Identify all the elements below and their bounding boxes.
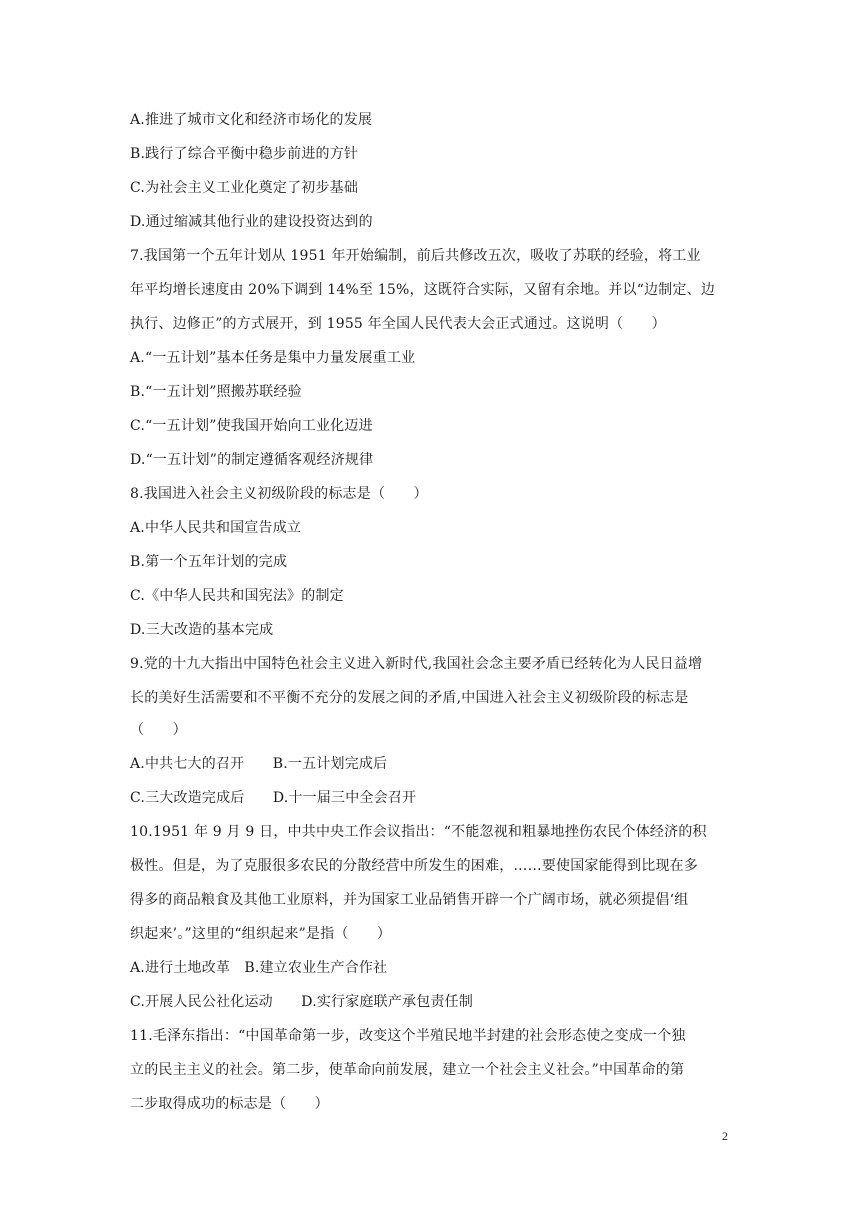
text-line: D.通过缩减其他行业的建设投资达到的 bbox=[130, 214, 373, 230]
text-line: 立的民主主义的社会。第二步，使革命向前发展，建立一个社会主义社会。”中国革命的第 bbox=[130, 1062, 685, 1078]
text-line: C.三大改造完成后 D.十一届三中全会召开 bbox=[130, 790, 417, 806]
text-line: 年平均增长速度由 20%下调到 14%至 15%，这既符合实际，又留有余地。并以“边制定、边 bbox=[130, 282, 716, 298]
text-line: D.“一五计划”的制定遵循客观经济规律 bbox=[130, 452, 374, 468]
text-line: 极性。但是，为了克服很多农民的分散经营中所发生的困难，……要使国家能得到比现在多 bbox=[130, 858, 698, 874]
text-line: 9.党的十九大指出中国特色社会主义进入新时代,我国社会念主要矛盾已经转化为人民日益增 bbox=[130, 656, 703, 672]
text-line: 11.毛泽东指出：“中国革命第一步，改变这个半殖民地半封建的社会形态使之变成一个独 bbox=[130, 1028, 686, 1044]
text-line: C.“一五计划”使我国开始向工业化迈进 bbox=[130, 418, 373, 434]
text-line: A.进行土地改革 B.建立农业生产合作社 bbox=[130, 960, 388, 976]
text-line: 8.我国进入社会主义初级阶段的标志是（ ） bbox=[130, 486, 428, 502]
text-line: 10.1951 年 9 月 9 日，中共中央工作会议指出：“不能忽视和粗暴地挫伤农民个体经济的积 bbox=[130, 824, 707, 840]
text-line: A.中华人民共和国宣告成立 bbox=[130, 520, 302, 536]
text-line: B.“一五计划”照搬苏联经验 bbox=[130, 384, 302, 400]
text-line: A.推进了城市文化和经济市场化的发展 bbox=[130, 112, 373, 128]
text-line: 长的美好生活需要和不平衡不充分的发展之间的矛盾,中国进入社会主义初级阶段的标志是 bbox=[130, 690, 689, 706]
text-line: C.开展人民公社化运动 D.实行家庭联产承包责任制 bbox=[130, 994, 474, 1010]
text-line: 织起来’。”这里的“组织起来”是指（ ） bbox=[130, 926, 392, 942]
text-line: 得多的商品粮食及其他工业原料，并为国家工业品销售开辟一个广阔市场，就必须提倡‘组 bbox=[130, 892, 689, 908]
text-line: C.《中华人民共和国宪法》的制定 bbox=[130, 588, 344, 604]
text-line: 二步取得成功的标志是（ ） bbox=[130, 1096, 329, 1112]
text-line: B.第一个五年计划的完成 bbox=[130, 554, 288, 570]
page-number: 2 bbox=[722, 1129, 728, 1143]
text-line: A.“一五计划”基本任务是集中力量发展重工业 bbox=[130, 350, 416, 366]
text-line: （ ） bbox=[130, 722, 187, 738]
text-line: D.三大改造的基本完成 bbox=[130, 622, 274, 638]
text-line: C.为社会主义工业化奠定了初步基础 bbox=[130, 180, 359, 196]
text-line: 7.我国第一个五年计划从 1951 年开始编制，前后共修改五次，吸收了苏联的经验，将工业 bbox=[130, 248, 701, 264]
text-line: A.中共七大的召开 B.一五计划完成后 bbox=[130, 756, 388, 772]
text-line: B.践行了综合平衡中稳步前进的方针 bbox=[130, 146, 359, 162]
text-line: 执行、边修正”的方式展开，到 1955 年全国人民代表大会正式通过。这说明（ ） bbox=[130, 316, 666, 332]
